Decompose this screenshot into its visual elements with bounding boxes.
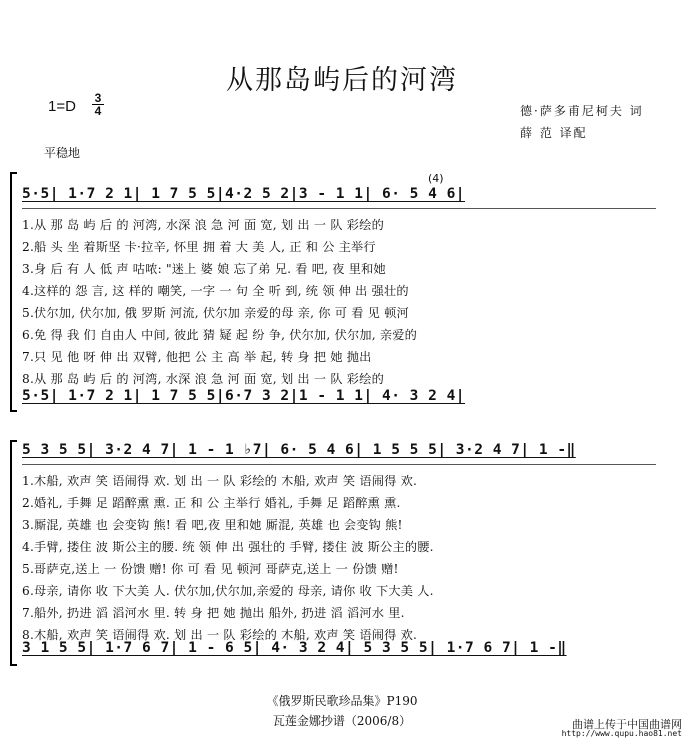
watermark-text: 曲谱上传于中国曲谱网 [572,718,682,731]
lyric-verse-4: 4.这样的 怨 言, 这 样的 嘲笑, 一字 一 句 全 听 到, 统 领 伸 出 强壮的 [22,284,409,298]
lyric-verse-2: 2.婚礼, 手舞 足 蹈醉熏 熏. 正 和 公 主举行 婚礼, 手舞 足 蹈醉熏 熏. [22,496,401,510]
meter-top: 3 [94,91,102,105]
staff-divider [22,208,656,209]
lyric-verse-2: 2.船 头 坐 着斯坚 卡·拉辛, 怀里 拥 着 大 美 人, 正 和 公 主举行 [22,240,376,254]
lyric-verse-6: 6.免 得 我 们 自由人 中间, 彼此 猜 疑 起 纷 争, 伏尔加, 伏尔加, 亲爱的 [22,328,418,342]
tempo-marking: 平稳地 [44,146,81,160]
lyric-verse-7: 7.船外, 扔进 滔 滔河水 里. 转 身 把 她 抛出 船外, 扔进 滔 滔河水 里. [22,606,405,620]
translator-credit: 薛 范 译配 [520,126,588,140]
lyric-verse-6: 6.母亲, 请你 收 下大美 人. 伏尔加,伏尔加,亲爱的 母亲, 请你 收 下大美 人. [22,584,434,598]
time-signature [92,92,104,117]
lyric-verse-3: 3.厮混, 英雄 也 会变钩 熊! 看 吧,夜 里和她 厮混, 英雄 也 会变钩 熊! [22,518,403,532]
transcriber-credit: 瓦莲金娜抄谱（2006/8） [272,714,412,728]
top-melody-line: 5·5| 1·7 2 1| 1 7 5 5|4·2 5 2|3 - 1 1| 6· 5 4 6| [22,186,466,202]
top-melody-line: 5 3 5 5| 3·2 4 7| 1 - 1 ♭7| 6· 5 4 6| 1 5 5 5| 3·2 4 7| 1 -‖ [22,442,576,458]
system-brace [10,440,17,666]
lyric-verse-5: 5.哥萨克,送上 一 份馈 赠! 你 可 看 见 顿河 哥萨克,送上 一 份馈 赠! [22,562,399,576]
watermark-url: http://www.qupu.hao81.net [561,729,682,738]
lyric-verse-8: 8.从 那 岛 屿 后 的 河湾, 水深 浪 急 河 面 宽, 划 出 一 队 彩绘的 [22,372,384,386]
repeat-mark: (4) [428,172,444,185]
lyric-verse-7: 7.只 见 他 呀 伸 出 双臂, 他把 公 主 高 举 起, 转 身 把 她 抛出 [22,350,372,364]
lyric-verse-8: 8.木船, 欢声 笑 语闹得 欢. 划 出 一 队 彩绘的 木船, 欢声 笑 语闹得 欢. [22,628,418,642]
key-signature: 1=D [48,98,76,115]
bottom-melody-line: 3 1 5 5| 1·7 6 7| 1 - 6 5| 4· 3 2 4| 5 3 5 5| 1·7 6 7| 1 -‖ [22,640,567,656]
page-title: 从那岛屿后的河湾 [226,65,458,96]
lyric-verse-5: 5.伏尔加, 伏尔加, 俄 罗斯 河流, 伏尔加 亲爱的母 亲, 你 可 看 见 顿河 [22,306,409,320]
meter-bottom: 4 [92,104,104,117]
bottom-melody-line: 5·5| 1·7 2 1| 1 7 5 5|6·7 3 2|1 - 1 1| 4· 3 2 4| [22,388,466,404]
lyricist-credit: 德·萨多甫尼柯夫 词 [520,104,644,118]
staff-divider [22,464,656,465]
system-brace [10,172,17,412]
lyric-verse-4: 4.手臂, 搂住 波 斯公主的腰. 统 领 伸 出 强壮的 手臂, 搂住 波 斯公主的腰. [22,540,434,554]
lyric-verse-1: 1.木船, 欢声 笑 语闹得 欢. 划 出 一 队 彩绘的 木船, 欢声 笑 语闹得 欢. [22,474,418,488]
source-citation: 《俄罗斯民歌珍品集》P190 [266,694,418,708]
lyric-verse-3: 3.身 后 有 人 低 声 咕哝: "迷上 婆 娘 忘了弟 兄. 看 吧, 夜 里和她 [22,262,386,276]
lyric-verse-1: 1.从 那 岛 屿 后 的 河湾, 水深 浪 急 河 面 宽, 划 出 一 队 彩绘的 [22,218,384,232]
